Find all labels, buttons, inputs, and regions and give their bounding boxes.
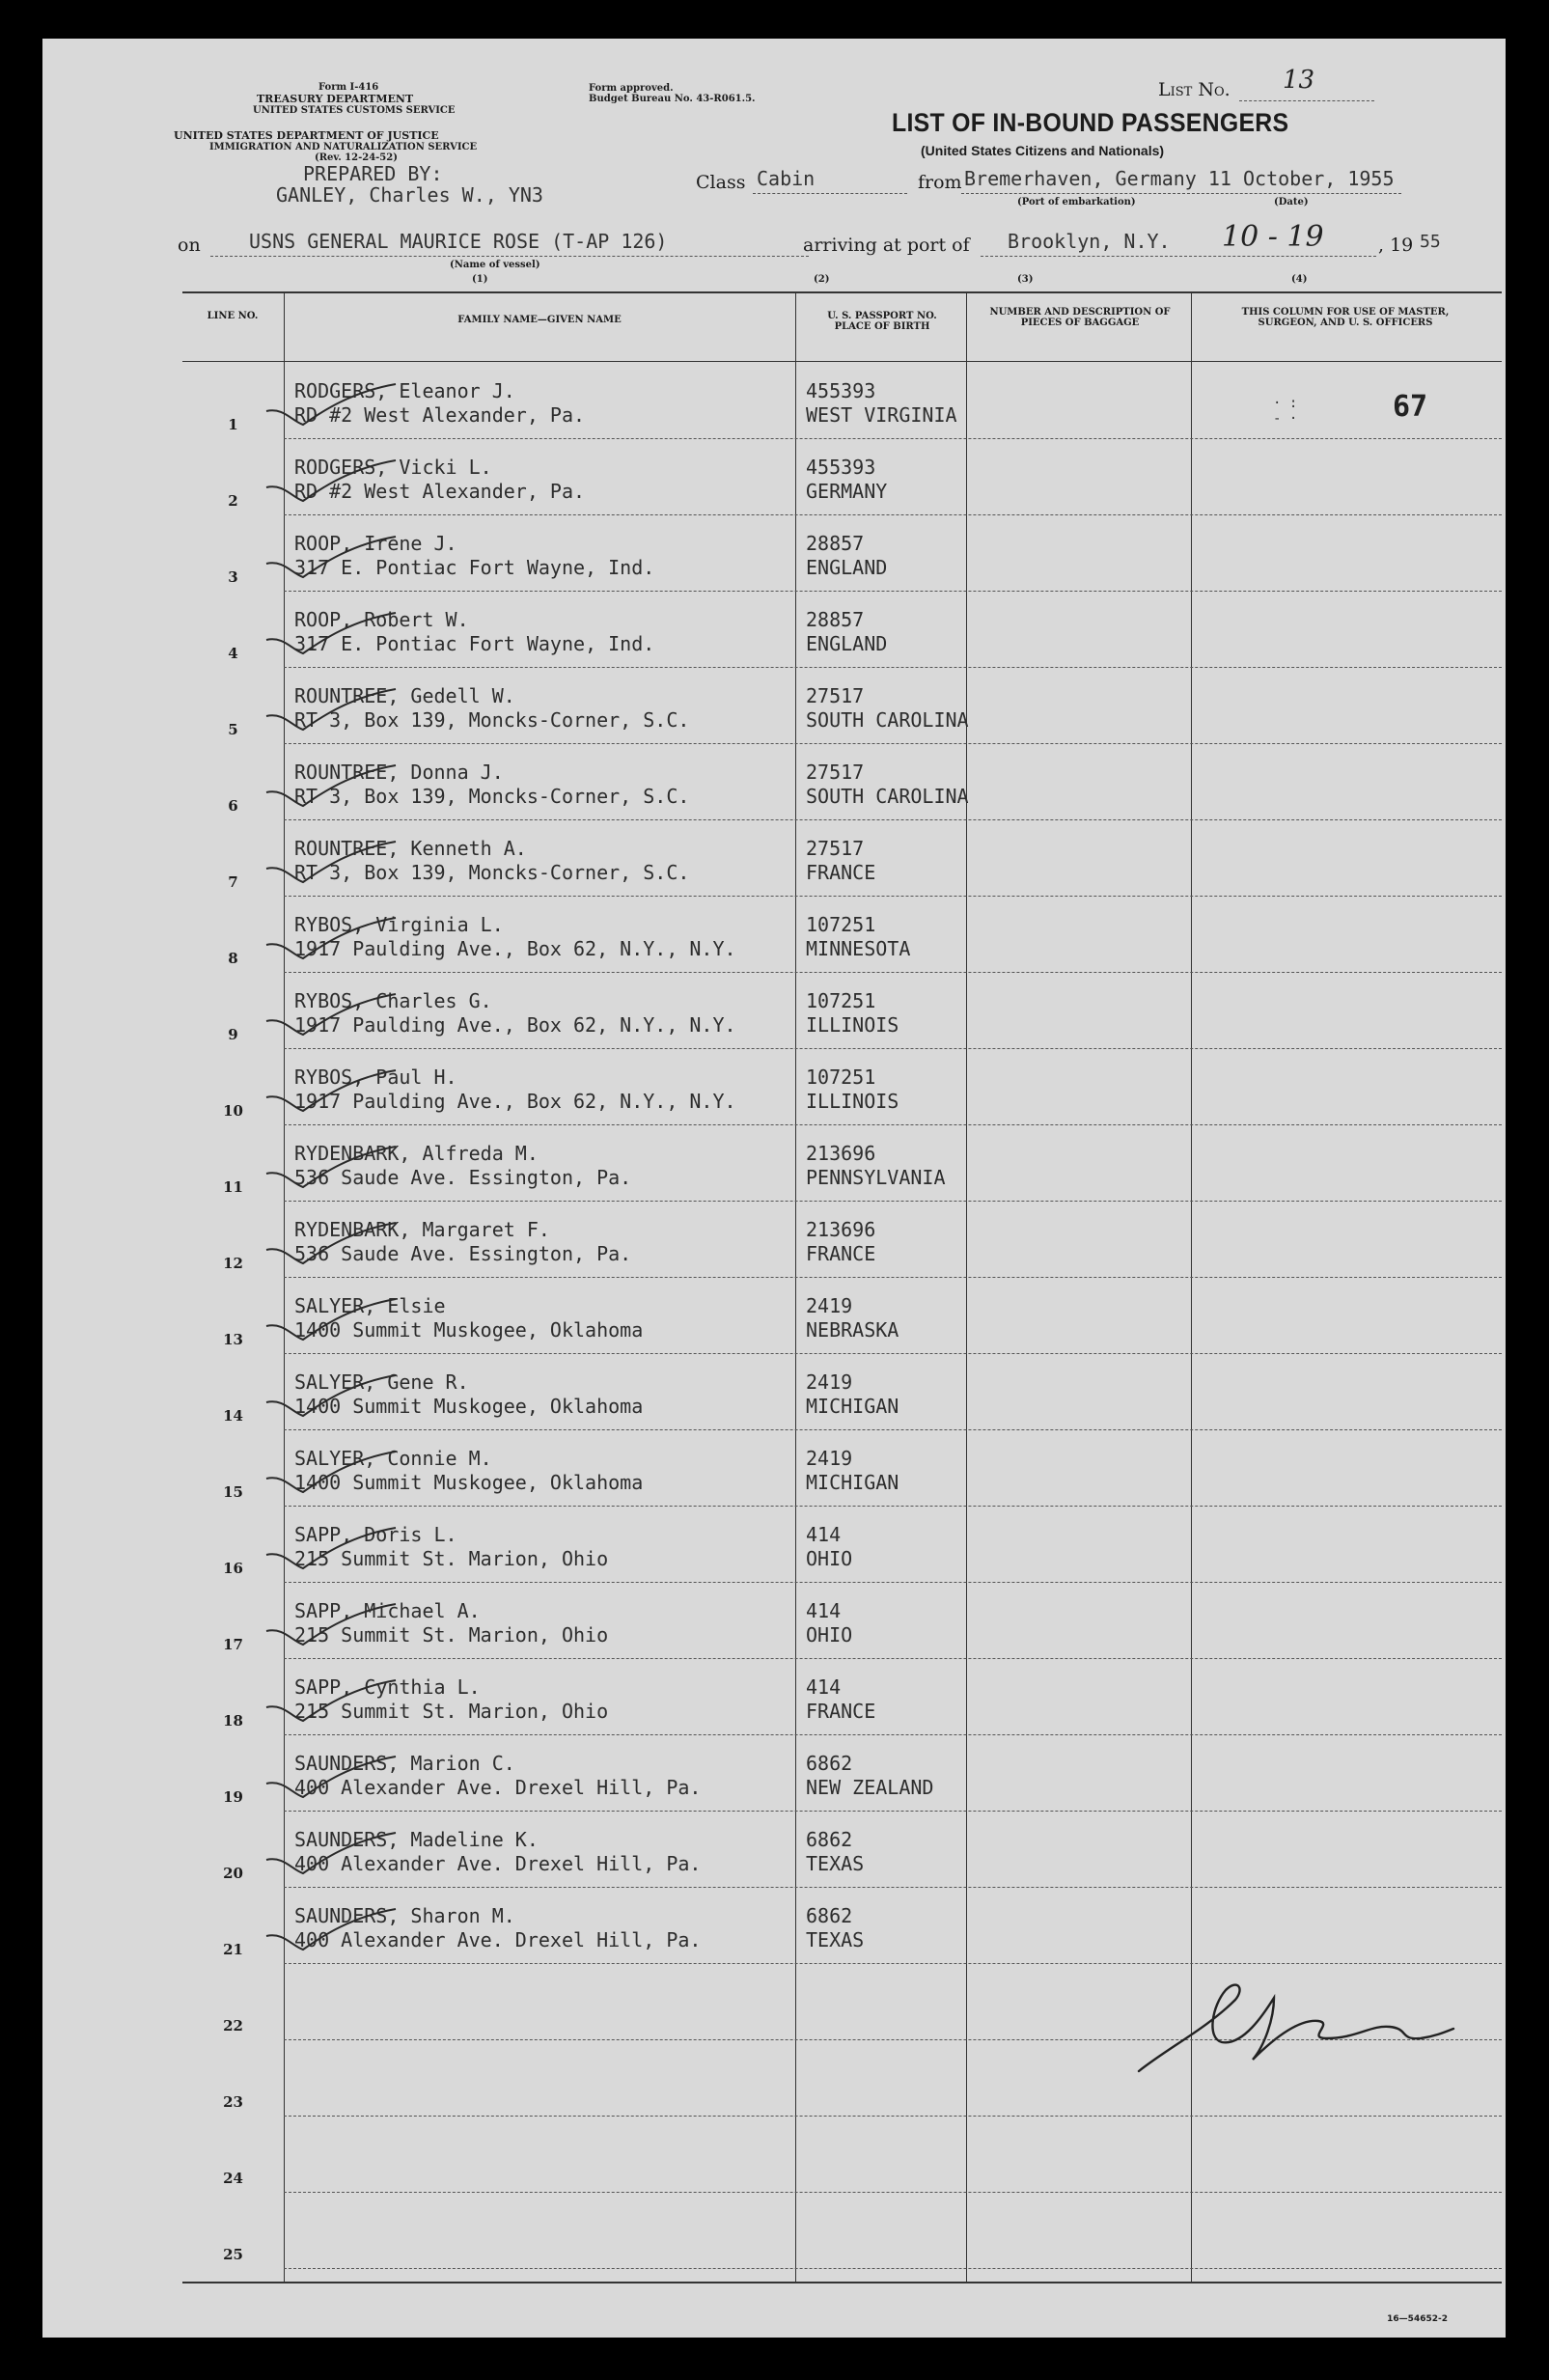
passenger-list-form	[42, 39, 1506, 2338]
passport-number: 107251	[806, 1065, 876, 1089]
place-of-birth: FRANCE	[806, 1700, 876, 1723]
passenger-name: ROOP, Irene J.	[294, 532, 457, 555]
table-row	[182, 1507, 1502, 1583]
place-of-birth: TEXAS	[806, 1852, 865, 1875]
check-mark	[264, 1450, 400, 1494]
department-of-justice: UNITED STATES DEPARTMENT OF JUSTICE	[174, 129, 439, 142]
footer-form-number: 16—54652-2	[1387, 2314, 1448, 2324]
budget-approval: Form approved.	[589, 83, 674, 94]
check-mark	[264, 1373, 400, 1418]
place-of-birth: MICHIGAN	[806, 1395, 899, 1418]
line-number: 16	[223, 1560, 243, 1577]
place-of-birth: SOUTH CAROLINA	[806, 708, 969, 732]
passenger-address: 215 Summit St. Marion, Ohio	[294, 1700, 609, 1723]
passport-number: 455393	[806, 379, 876, 402]
passenger-address: 317 E. Pontiac Fort Wayne, Ind.	[294, 632, 655, 655]
list-no-line	[1239, 100, 1374, 101]
column-marker-3: (3)	[1017, 274, 1034, 285]
passenger-address: 317 E. Pontiac Fort Wayne, Ind.	[294, 556, 655, 579]
line-number: 10	[223, 1102, 243, 1120]
header-line-no: LINE NO.	[207, 311, 259, 321]
passenger-address: 215 Summit St. Marion, Ohio	[294, 1623, 609, 1647]
column-marker-4: (4)	[1291, 274, 1308, 285]
header-baggage: NUMBER AND DESCRIPTION OF PIECES OF BAGGAGE	[989, 307, 1171, 328]
check-mark	[264, 687, 400, 732]
table-row	[182, 1812, 1502, 1888]
place-of-birth: GERMANY	[806, 480, 888, 503]
passenger-address: 1400 Summit Muskogee, Oklahoma	[294, 1318, 644, 1342]
place-of-birth: NEW ZEALAND	[806, 1776, 934, 1799]
passport-number: 213696	[806, 1218, 876, 1241]
check-mark	[264, 763, 400, 808]
on-label: on	[178, 235, 201, 256]
passenger-name: SALYER, Elsie	[294, 1294, 446, 1317]
check-mark	[264, 1221, 400, 1265]
passport-number: 2419	[806, 1370, 853, 1394]
line-number: 21	[223, 1941, 243, 1958]
list-number: 13	[1283, 66, 1315, 95]
form-number: Form I-416	[318, 82, 379, 93]
check-mark	[264, 1602, 400, 1647]
table-row	[182, 1659, 1502, 1735]
place-of-birth: ILLINOIS	[806, 1013, 899, 1037]
table-row	[182, 1125, 1502, 1202]
passport-number: 27517	[806, 761, 865, 784]
passenger-name: ROUNTREE, Donna J.	[294, 761, 504, 784]
form-title: LIST OF IN-BOUND PASSENGERS	[892, 108, 1289, 137]
place-of-birth: ILLINOIS	[806, 1090, 899, 1113]
passport-number: 6862	[806, 1904, 853, 1927]
passenger-address: 1400 Summit Muskogee, Oklahoma	[294, 1395, 644, 1418]
passenger-name: RYBOS, Virginia L.	[294, 913, 504, 936]
place-of-birth: TEXAS	[806, 1928, 865, 1951]
header-officers: THIS COLUMN FOR USE OF MASTER, SURGEON, AND U. S. OFFICERS	[1241, 307, 1450, 328]
passenger-name: SAUNDERS, Sharon M.	[294, 1904, 515, 1927]
check-mark	[264, 1755, 400, 1799]
check-mark	[264, 1297, 400, 1342]
passenger-address: 536 Saude Ave. Essington, Pa.	[294, 1166, 632, 1189]
passenger-address: 1400 Summit Muskogee, Oklahoma	[294, 1471, 644, 1494]
vessel-caption: (Name of vessel)	[450, 260, 540, 270]
date-caption: (Date)	[1274, 197, 1309, 208]
check-mark	[264, 1831, 400, 1875]
line-number: 5	[228, 721, 238, 738]
vessel-line	[210, 256, 809, 257]
line-number: 15	[223, 1483, 243, 1501]
table-row	[182, 1430, 1502, 1507]
arrival-date: 10 - 19	[1222, 220, 1324, 254]
check-mark	[264, 1526, 400, 1570]
passenger-name: SALYER, Connie M.	[294, 1447, 492, 1470]
line-number: 6	[228, 797, 238, 815]
line-number: 13	[223, 1331, 243, 1348]
class-line	[753, 193, 907, 194]
passenger-name: RODGERS, Vicki L.	[294, 456, 492, 479]
line-number: 8	[228, 950, 238, 967]
passport-number: 6862	[806, 1828, 853, 1851]
place-of-birth: OHIO	[806, 1623, 853, 1647]
passenger-name: RYBOS, Paul H.	[294, 1065, 457, 1089]
table-row	[182, 1735, 1502, 1812]
passenger-name: SAUNDERS, Madeline K.	[294, 1828, 539, 1851]
arrival-port-line	[981, 256, 1376, 257]
arrival-port: Brooklyn, N.Y.	[1008, 230, 1171, 253]
place-of-birth: FRANCE	[806, 1242, 876, 1265]
passenger-name: RODGERS, Eleanor J.	[294, 379, 515, 402]
column-marker-1: (1)	[472, 274, 488, 285]
line-number: 20	[223, 1865, 243, 1882]
check-mark	[264, 535, 400, 579]
passport-number: 2419	[806, 1294, 853, 1317]
passport-number: 28857	[806, 608, 865, 631]
passenger-address: 1917 Paulding Ave., Box 62, N.Y., N.Y.	[294, 1090, 736, 1113]
table-row	[182, 515, 1502, 592]
from-value: Bremerhaven, Germany 11 October, 1955	[964, 167, 1395, 190]
header-family-name: FAMILY NAME—GIVEN NAME	[457, 315, 622, 325]
table-row	[182, 668, 1502, 744]
line-number: 7	[228, 873, 238, 891]
line-number: 14	[223, 1407, 243, 1425]
passport-number: 414	[806, 1675, 842, 1699]
check-mark	[264, 1678, 400, 1723]
check-mark	[264, 458, 400, 503]
place-of-birth: PENNSYLVANIA	[806, 1166, 946, 1189]
table-row	[182, 363, 1502, 439]
table-row	[182, 897, 1502, 973]
column-marker-2: (2)	[814, 274, 830, 285]
class-label: Class	[696, 172, 746, 193]
officer-tick-marks: · : - ·	[1273, 396, 1298, 427]
passenger-address: 400 Alexander Ave. Drexel Hill, Pa.	[294, 1852, 702, 1875]
line-number: 9	[228, 1026, 238, 1043]
passport-number: 2419	[806, 1447, 853, 1470]
from-label: from	[918, 172, 962, 193]
table-row	[182, 1583, 1502, 1659]
passenger-address: 1917 Paulding Ave., Box 62, N.Y., N.Y.	[294, 1013, 736, 1037]
passenger-address: RD #2 West Alexander, Pa.	[294, 403, 586, 427]
year-suffix: 55	[1420, 232, 1441, 252]
customs-service: UNITED STATES CUSTOMS SERVICE	[253, 105, 456, 116]
check-mark	[264, 840, 400, 884]
table-row	[182, 1049, 1502, 1125]
table-row	[182, 1202, 1502, 1278]
line-number: 17	[223, 1636, 243, 1653]
header-passport: U. S. PASSPORT NO. PLACE OF BIRTH	[827, 311, 937, 332]
class-value: Cabin	[757, 167, 816, 190]
ins-service: IMMIGRATION AND NATURALIZATION SERVICE	[209, 142, 478, 152]
passport-number: 27517	[806, 684, 865, 707]
passenger-address: RD #2 West Alexander, Pa.	[294, 480, 586, 503]
place-of-birth: ENGLAND	[806, 556, 888, 579]
list-no-label: List No.	[1158, 79, 1231, 100]
form-subtitle: (United States Citizens and Nationals)	[921, 143, 1165, 158]
passenger-address: RT 3, Box 139, Moncks-Corner, S.C.	[294, 861, 690, 884]
header-rule	[182, 361, 1502, 362]
line-number: 23	[223, 2093, 243, 2111]
place-of-birth: WEST VIRGINIA	[806, 403, 957, 427]
passport-number: 107251	[806, 989, 876, 1012]
check-mark	[264, 1907, 400, 1951]
passenger-address: 400 Alexander Ave. Drexel Hill, Pa.	[294, 1776, 702, 1799]
place-of-birth: FRANCE	[806, 861, 876, 884]
passport-number: 414	[806, 1599, 842, 1622]
passport-number: 414	[806, 1523, 842, 1546]
passenger-address: 400 Alexander Ave. Drexel Hill, Pa.	[294, 1928, 702, 1951]
from-line	[961, 193, 1401, 194]
passenger-address: RT 3, Box 139, Moncks-Corner, S.C.	[294, 708, 690, 732]
passport-number: 6862	[806, 1752, 853, 1775]
table-row	[182, 2117, 1502, 2193]
table-row	[182, 1278, 1502, 1354]
passenger-name: ROUNTREE, Kenneth A.	[294, 837, 527, 860]
table-row	[182, 439, 1502, 515]
check-mark	[264, 916, 400, 960]
check-mark	[264, 1068, 400, 1113]
line-number: 18	[223, 1712, 243, 1730]
passenger-name: RYDENBARK, Margaret F.	[294, 1218, 550, 1241]
passenger-name: SAUNDERS, Marion C.	[294, 1752, 515, 1775]
year-prefix: , 19	[1378, 235, 1414, 256]
line-number: 11	[223, 1178, 243, 1196]
table-row	[182, 973, 1502, 1049]
passenger-name: ROOP, Robert W.	[294, 608, 469, 631]
prepared-by-label: PREPARED BY:	[303, 162, 443, 185]
passport-number: 455393	[806, 456, 876, 479]
place-of-birth: OHIO	[806, 1547, 853, 1570]
passenger-address: 215 Summit St. Marion, Ohio	[294, 1547, 609, 1570]
place-of-birth: NEBRASKA	[806, 1318, 899, 1342]
table-row	[182, 1354, 1502, 1430]
row-rule	[284, 2268, 1502, 2269]
passenger-address: 536 Saude Ave. Essington, Pa.	[294, 1242, 632, 1265]
table-row	[182, 592, 1502, 668]
line-number: 4	[228, 645, 238, 662]
passenger-name: RYDENBARK, Alfreda M.	[294, 1142, 539, 1165]
passenger-address: RT 3, Box 139, Moncks-Corner, S.C.	[294, 785, 690, 808]
line-number: 2	[228, 492, 238, 510]
passport-number: 213696	[806, 1142, 876, 1165]
table-row	[182, 1888, 1502, 1964]
budget-bureau-number: Budget Bureau No. 43-R061.5.	[589, 94, 756, 104]
line-number: 12	[223, 1255, 243, 1272]
passenger-name: RYBOS, Charles G.	[294, 989, 492, 1012]
treasury-department: TREASURY DEPARTMENT	[257, 93, 414, 105]
port-caption: (Port of embarkation)	[1017, 197, 1136, 208]
passenger-name: SAPP, Cynthia L.	[294, 1675, 481, 1699]
line-number: 24	[223, 2170, 243, 2187]
vessel-name: USNS GENERAL MAURICE ROSE (T-AP 126)	[249, 230, 668, 253]
passenger-name: SAPP, Michael A.	[294, 1599, 481, 1622]
table-row	[182, 2193, 1502, 2269]
check-mark	[264, 611, 400, 655]
line-number: 22	[223, 2017, 243, 2034]
place-of-birth: SOUTH CAROLINA	[806, 785, 969, 808]
passport-number: 28857	[806, 532, 865, 555]
table-row	[182, 820, 1502, 897]
line-number: 1	[228, 416, 238, 433]
officer-number: 67	[1393, 390, 1428, 424]
place-of-birth: MINNESOTA	[806, 937, 911, 960]
place-of-birth: ENGLAND	[806, 632, 888, 655]
passport-number: 107251	[806, 913, 876, 936]
passenger-name: ROUNTREE, Gedell W.	[294, 684, 515, 707]
table-row	[182, 744, 1502, 820]
line-number: 25	[223, 2246, 243, 2263]
arriving-label: arriving at port of	[803, 235, 970, 256]
check-mark	[264, 1145, 400, 1189]
signature	[1129, 1971, 1486, 2077]
passenger-name: SAPP, Doris L.	[294, 1523, 457, 1546]
revision-date: (Rev. 12-24-52)	[315, 152, 398, 163]
passenger-name: SALYER, Gene R.	[294, 1370, 469, 1394]
check-mark	[264, 382, 400, 427]
line-number: 3	[228, 568, 238, 586]
prepared-by-name: GANLEY, Charles W., YN3	[276, 183, 543, 207]
passenger-address: 1917 Paulding Ave., Box 62, N.Y., N.Y.	[294, 937, 736, 960]
line-number: 19	[223, 1788, 243, 1806]
passport-number: 27517	[806, 837, 865, 860]
check-mark	[264, 992, 400, 1037]
place-of-birth: MICHIGAN	[806, 1471, 899, 1494]
